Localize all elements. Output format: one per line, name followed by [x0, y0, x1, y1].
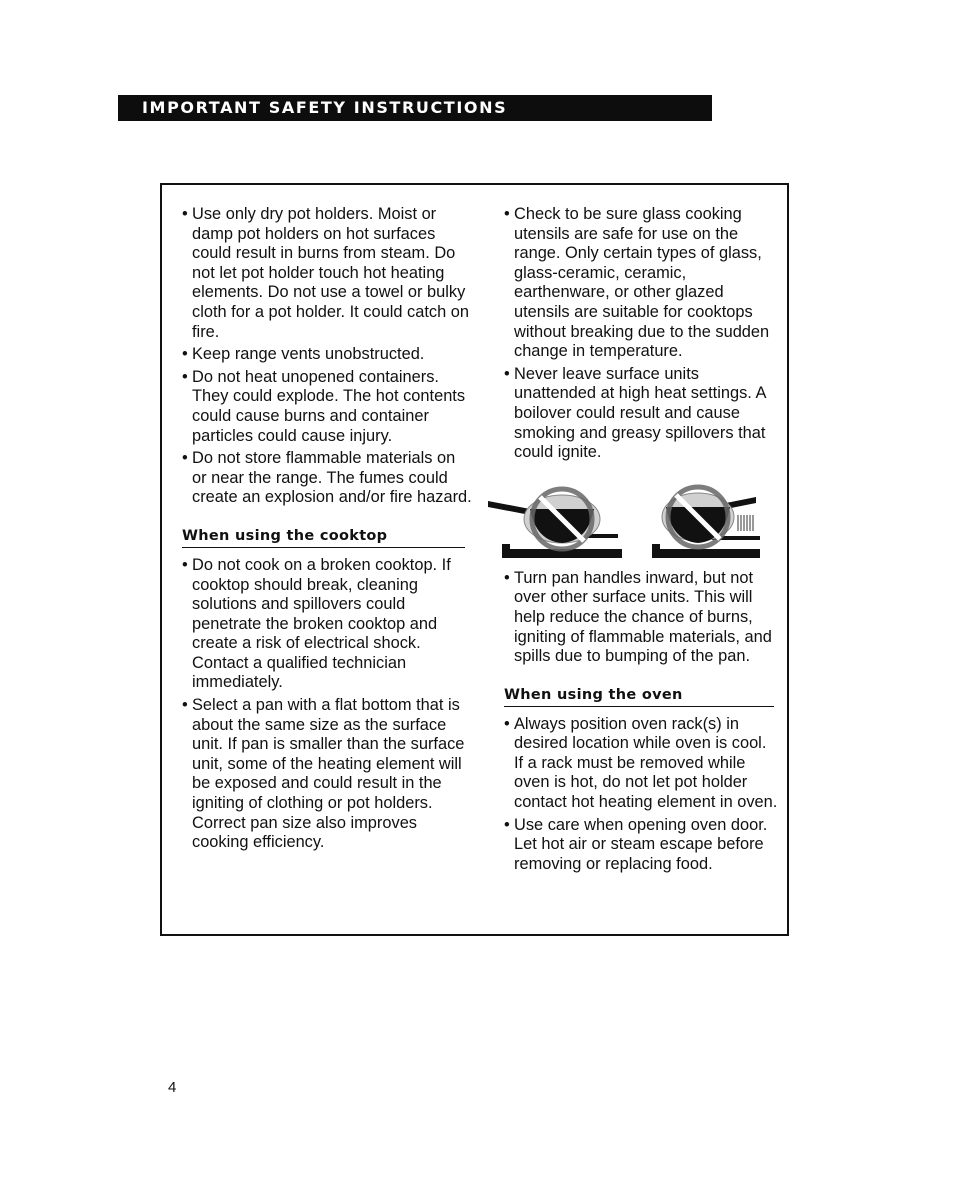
cooktop-bullet: • Select a pan with a flat bottom that is about the same size as the surface unit. If pan is smaller than the surface unit, some of the heating element will be exposed and could result in the igniting of clothing or pot holders. Correct pan size also improves cooking efficiency.: [182, 696, 472, 853]
safety-instructions-box: [160, 183, 789, 936]
safety-bullet: • Do not heat unopened containers. They could explode. The hot contents could cause burns and container particles could cause injury.: [182, 368, 472, 446]
cooktop-heading: When using the cooktop: [182, 528, 465, 548]
page-number: 4: [168, 1079, 177, 1096]
oven-bullet: • Use care when opening oven door. Let hot air or steam escape before removing or replacing food.: [504, 816, 779, 875]
safety-bullet: • Keep range vents unobstructed.: [182, 345, 472, 365]
right-column: [504, 205, 779, 877]
safety-bullet: • Do not store flammable materials on or near the range. The fumes could create an explosion and/or fire hazard.: [182, 449, 472, 508]
left-column: [182, 205, 472, 856]
pan-handle-illustration: [484, 481, 774, 563]
pan-handle-warning-icon: [484, 481, 774, 563]
pan-handle-outward-icon: [488, 489, 622, 558]
section-header: [118, 95, 712, 121]
safety-bullet: • Use only dry pot holders. Moist or damp pot holders on hot surfaces could result in burns from steam. Do not let pot holder touch hot heating elements. Do not use a towel or bulky cloth for a pot holder. It could catch on fire.: [182, 205, 472, 342]
pan-handle-inward-icon: [652, 487, 760, 558]
cooktop-bullet: • Do not cook on a broken cooktop. If cooktop should break, cleaning solutions and spillovers could penetrate the broken cooktop and create a risk of electrical shock. Contact a qualified technician immediately.: [182, 556, 472, 693]
section-title: IMPORTANT SAFETY INSTRUCTIONS: [142, 98, 508, 117]
oven-bullet: • Always position oven rack(s) in desired location while oven is cool. If a rack must be removed while oven is hot, do not let pot holder contact hot heating element in oven.: [504, 715, 779, 813]
safety-bullet: • Turn pan handles inward, but not over other surface units. This will help reduce the chance of burns, igniting of flammable materials, and spills due to bumping of the pan.: [504, 569, 779, 667]
safety-bullet: • Never leave surface units unattended at high heat settings. A boilover could result and cause smoking and greasy spillovers that could ignite.: [504, 365, 779, 463]
oven-heading: When using the oven: [504, 687, 774, 707]
safety-bullet: • Check to be sure glass cooking utensils are safe for use on the range. Only certain types of glass, glass-ceramic, ceramic, earthenware, or other glazed utensils are suitable for cooktops without breaking due to the sudden change in temperature.: [504, 205, 779, 362]
